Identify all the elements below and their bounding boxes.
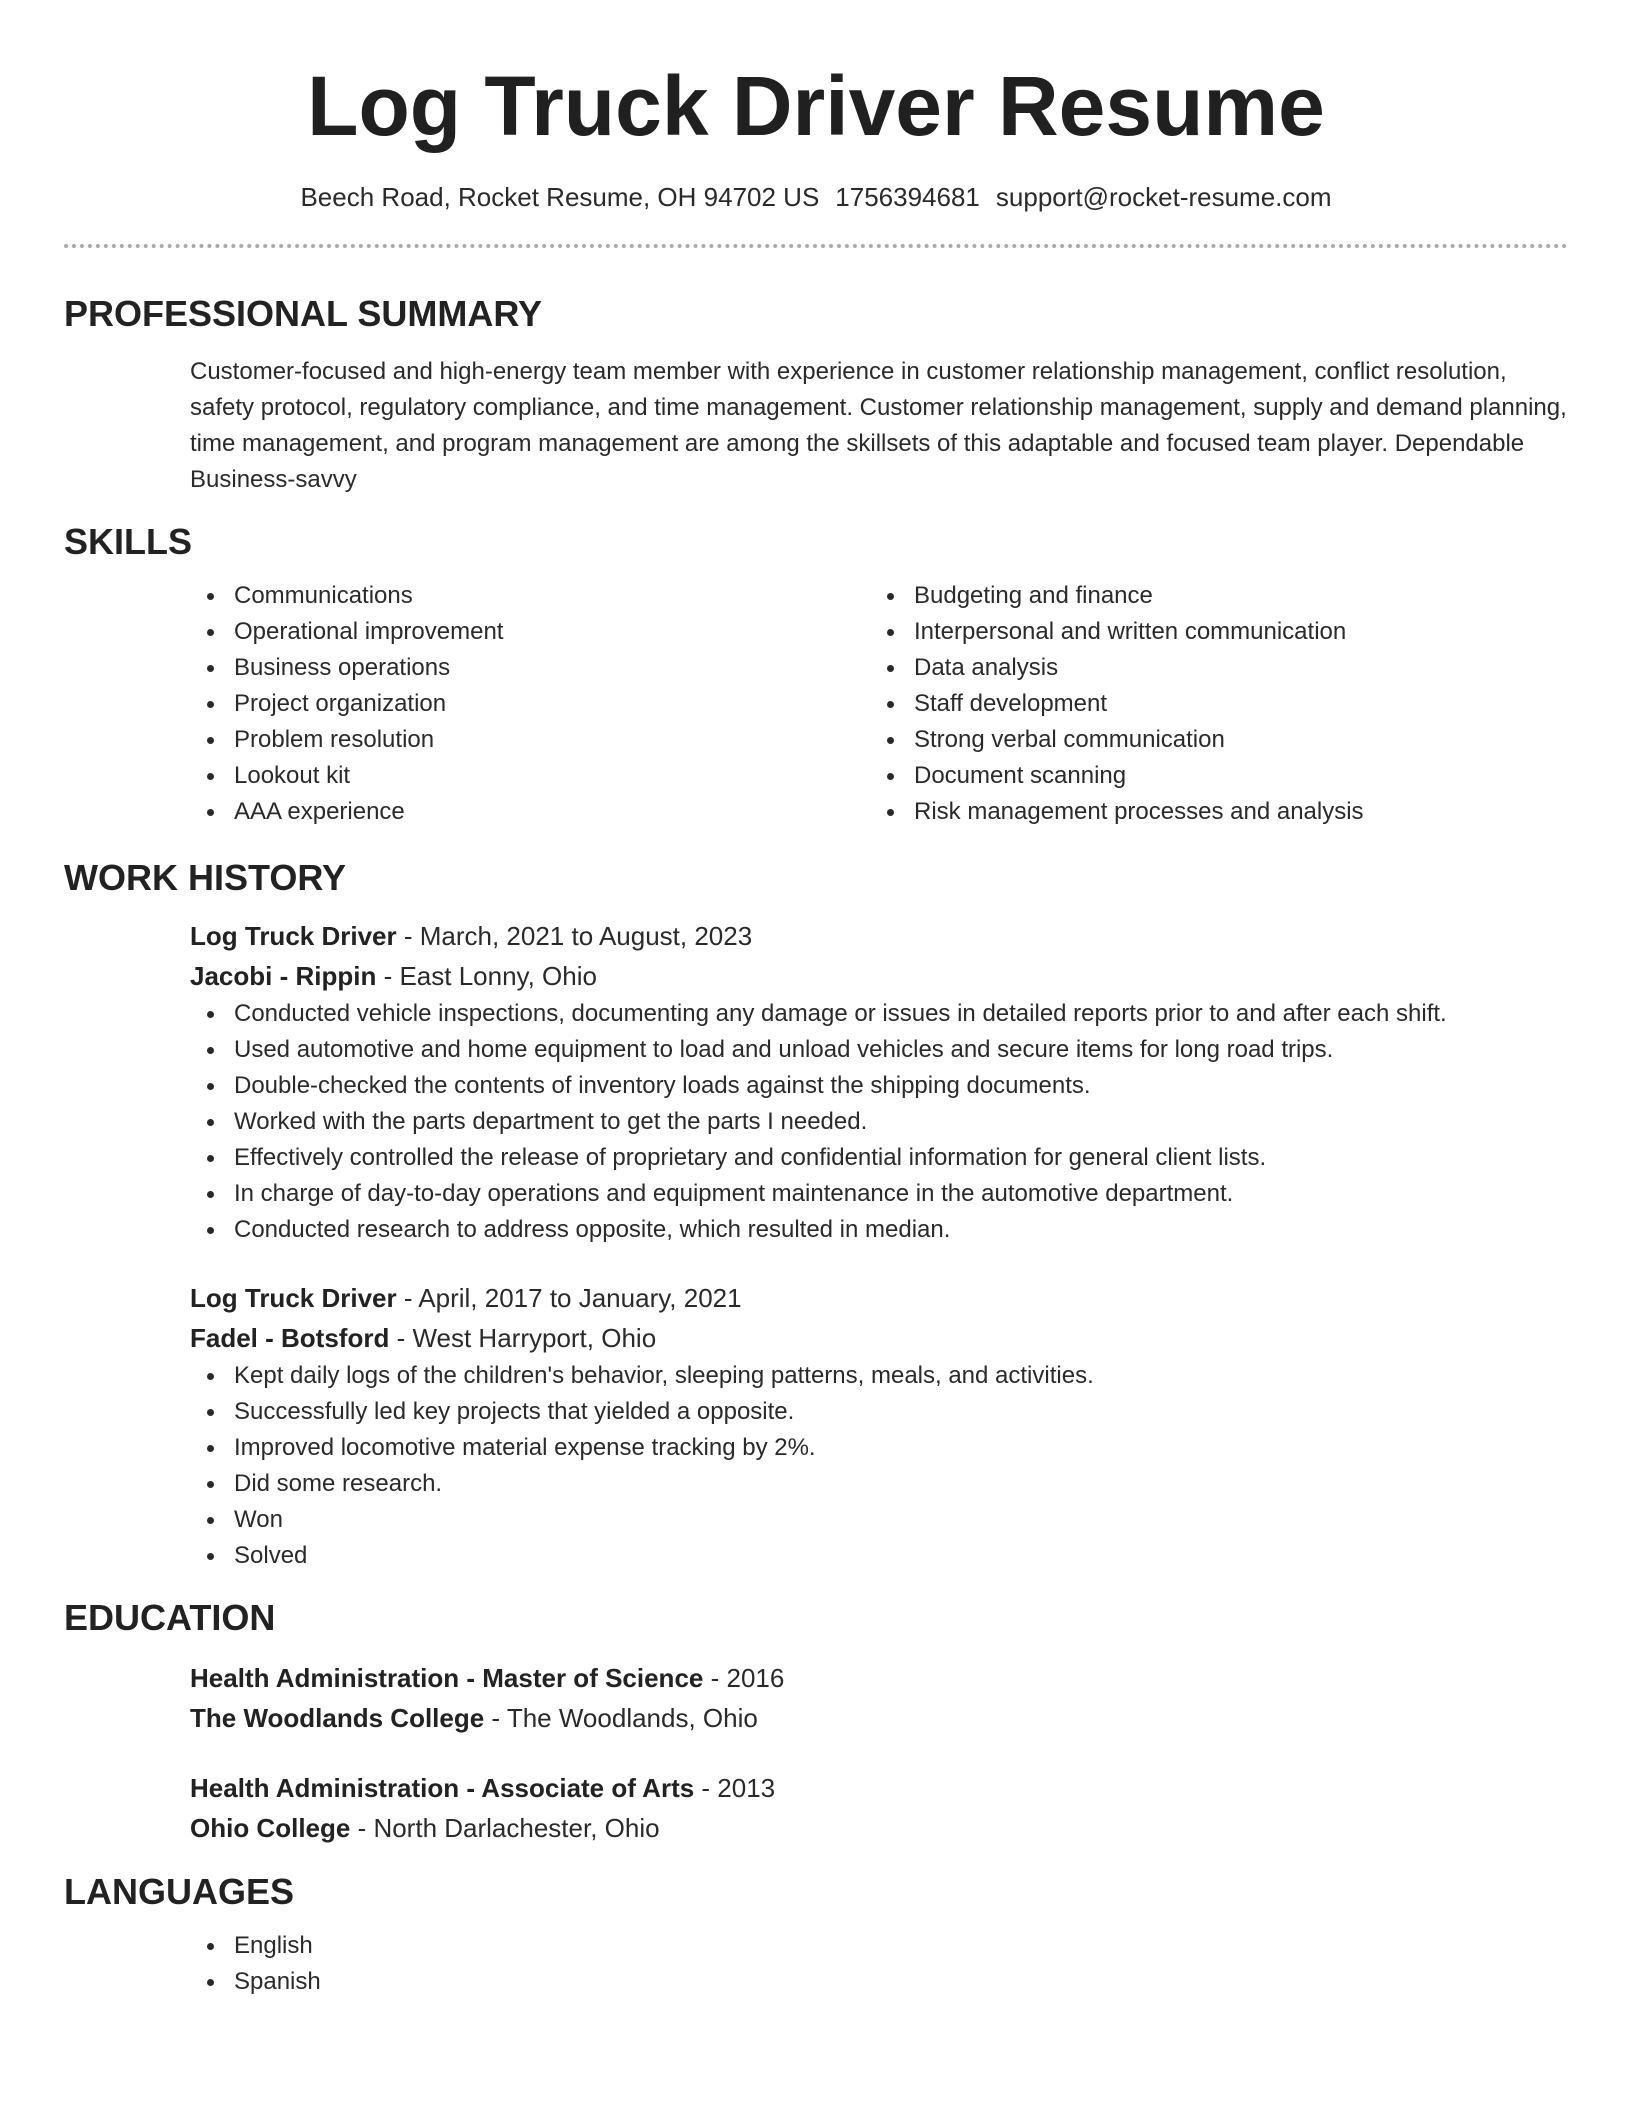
job-dates: - March, 2021 to August, 2023 [396, 921, 753, 951]
job-company-line [190, 1318, 1568, 1358]
skill-item: Problem resolution [190, 722, 870, 758]
contact-line [64, 180, 1568, 214]
languages-heading: LANGUAGES [64, 1871, 295, 1912]
school-location: - The Woodlands, Ohio [484, 1703, 758, 1733]
work-heading: WORK HISTORY [64, 857, 347, 898]
degree: Health Administration - Associate of Arts [190, 1773, 695, 1803]
degree-line [190, 1658, 1568, 1698]
job-duty: Conducted vehicle inspections, documenting any damage or issues in detailed reports prior to and after each shift. [190, 996, 1568, 1032]
school: The Woodlands College [190, 1703, 485, 1733]
job-duty: Used automotive and home equipment to load and unload vehicles and secure items for long road trips. [190, 1032, 1568, 1068]
degree-year: - 2013 [694, 1773, 776, 1803]
job-title-line [190, 916, 1568, 956]
skill-item: AAA experience [190, 794, 870, 830]
skill-item: Interpersonal and written communication [870, 614, 1550, 650]
languages-section [64, 1870, 1568, 2000]
language-item: English [190, 1928, 1568, 1964]
job-entry [190, 916, 1568, 1248]
summary-section [64, 292, 1568, 498]
school-line [190, 1698, 1568, 1738]
job-duties-list [64, 1358, 1568, 1574]
job-duty: Solved [190, 1538, 1568, 1574]
work-section [64, 856, 1568, 1574]
skill-item: Lookout kit [190, 758, 870, 794]
degree-line [190, 1768, 1568, 1808]
contact-address: Beech Road, Rocket Resume, OH 94702 US [300, 182, 820, 212]
job-title: Log Truck Driver [190, 921, 397, 951]
school-line [190, 1808, 1568, 1848]
skills-left-list [190, 578, 870, 830]
job-company: Fadel - Botsford [190, 1323, 390, 1353]
job-title: Log Truck Driver [190, 1283, 397, 1313]
education-heading: EDUCATION [64, 1597, 276, 1638]
education-entry [190, 1658, 1568, 1738]
education-section [64, 1596, 1568, 1848]
contact-phone: 1756394681 [835, 182, 980, 212]
skill-item: Data analysis [870, 650, 1550, 686]
job-duty: Kept daily logs of the children's behavior, sleeping patterns, meals, and activities. [190, 1358, 1568, 1394]
skill-item: Project organization [190, 686, 870, 722]
language-item: Spanish [190, 1964, 1568, 2000]
contact-email: support@rocket-resume.com [995, 182, 1332, 212]
job-location: - West Harryport, Ohio [389, 1323, 657, 1353]
job-duty: Won [190, 1502, 1568, 1538]
education-entry [190, 1768, 1568, 1848]
job-company: Jacobi - Rippin [190, 961, 377, 991]
skill-item: Business operations [190, 650, 870, 686]
job-company-line [190, 956, 1568, 996]
school-location: - North Darlachester, Ohio [350, 1813, 660, 1843]
job-duty: Conducted research to address opposite, which resulted in median. [190, 1212, 1568, 1248]
languages-list [190, 1928, 1568, 2000]
job-duty: Successfully led key projects that yielded a opposite. [190, 1394, 1568, 1430]
job-entry [190, 1278, 1568, 1574]
skill-item: Document scanning [870, 758, 1550, 794]
job-duty: Improved locomotive material expense tracking by 2%. [190, 1430, 1568, 1466]
job-dates: - April, 2017 to January, 2021 [396, 1283, 742, 1313]
skills-section [64, 520, 1568, 830]
resume-title: Log Truck Driver Resume [307, 59, 1325, 153]
skill-item: Staff development [870, 686, 1550, 722]
degree: Health Administration - Master of Science [190, 1663, 704, 1693]
skill-item: Communications [190, 578, 870, 614]
degree-year: - 2016 [703, 1663, 785, 1693]
job-duties-list [64, 996, 1568, 1248]
job-duty: Did some research. [190, 1466, 1568, 1502]
skills-grid [190, 578, 1568, 830]
job-location: - East Lonny, Ohio [376, 961, 597, 991]
summary-text: Customer-focused and high-energy team member with experience in customer relationship management, conflict resolution, safety protocol, regulatory compliance, and time management. Customer relationship management, supply and demand planning, time management, and program management are among the skillsets of this adaptable and focused team player. Dependable Business-savvy [190, 358, 1567, 493]
skill-item: Operational improvement [190, 614, 870, 650]
job-duty: Double-checked the contents of inventory loads against the shipping documents. [190, 1068, 1568, 1104]
header-divider [64, 244, 1568, 248]
summary-heading: PROFESSIONAL SUMMARY [64, 293, 543, 334]
job-duty: In charge of day-to-day operations and equipment maintenance in the automotive department. [190, 1176, 1568, 1212]
skills-right-list [870, 578, 1550, 830]
school: Ohio College [190, 1813, 351, 1843]
job-title-line [190, 1278, 1568, 1318]
skill-item: Risk management processes and analysis [870, 794, 1550, 830]
job-duty: Worked with the parts department to get the parts I needed. [190, 1104, 1568, 1140]
skills-heading: SKILLS [64, 521, 193, 562]
job-duty: Effectively controlled the release of proprietary and confidential information for general client lists. [190, 1140, 1568, 1176]
skill-item: Budgeting and finance [870, 578, 1550, 614]
skill-item: Strong verbal communication [870, 722, 1550, 758]
